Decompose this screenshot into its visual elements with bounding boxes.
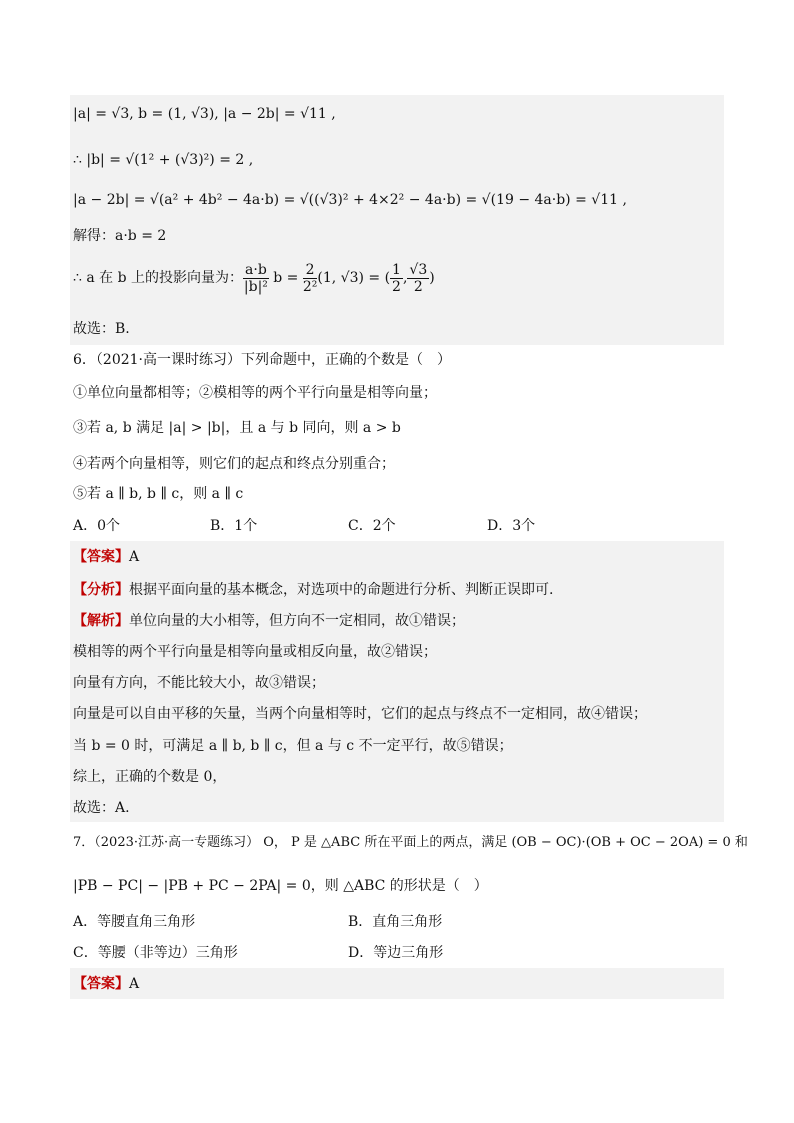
fraction-numerator: a·b xyxy=(245,261,267,278)
solution-line-2: ∴ |b| = √(1² + (√3)²) = 2 , xyxy=(73,152,254,168)
q6-stem: 6．（2021·高一课时练习）下列命题中，正确的个数是（ ） xyxy=(73,352,451,368)
q6-explain-3: 向量有方向，不能比较大小，故③错误； xyxy=(73,675,325,691)
analysis-text: 根据平面向量的基本概念，对选项中的命题进行分析、判断正误即可. xyxy=(129,582,554,598)
projection-comma: , xyxy=(402,270,408,286)
q6-explain-4: 向量是可以自由平移的矢量，当两个向量相等时，它们的起点与终点不一定相同，故④错误； xyxy=(73,706,647,722)
q6-explain-7: 故选：A. xyxy=(73,800,130,816)
q6-statement-4: ④若两个向量相等，则它们的起点和终点分别重合； xyxy=(73,456,395,472)
explain-tag: 【解析】 xyxy=(73,613,129,629)
q7-option-c: C．等腰（非等边）三角形 xyxy=(73,945,238,961)
explain-text: 单位向量的大小相等，但方向不一定相同，故①错误； xyxy=(129,613,465,629)
q7-stem-line-2: |PB − PC| − |PB + PC − 2PA| = 0，则 △ABC 的形状是（ ） xyxy=(73,878,488,894)
fraction-numerator: 1 xyxy=(392,261,401,278)
q6-explain-5: 当 b = 0 时，可满足 a ∥ b, b ∥ c，但 a 与 c 不一定平行，故⑤错误； xyxy=(73,738,513,754)
coef-fraction xyxy=(303,262,318,295)
q6-statement-5: ⑤若 a ∥ b, b ∥ c，则 a ∥ c xyxy=(73,486,244,502)
q6-explain-2: 模相等的两个平行向量是相等向量或相反向量，故②错误； xyxy=(73,644,437,660)
solution-line-1: |a| = √3, b = (1, √3), |a − 2b| = √11 , xyxy=(73,106,336,122)
solution-line-4: 解得：a·b = 2 xyxy=(73,228,167,244)
result-x-fraction xyxy=(390,262,403,295)
projection-mid: b = xyxy=(273,270,303,286)
answer-value: A xyxy=(129,976,140,992)
fraction-denominator: |b|² xyxy=(243,278,268,295)
projection-prefix: ∴ a 在 b 上的投影向量为： xyxy=(73,270,244,286)
solution-shade-top xyxy=(70,95,724,345)
answer-value: A xyxy=(129,549,140,565)
projection-end: ) xyxy=(429,270,435,286)
fraction-denominator: 2² xyxy=(302,278,318,295)
q6-statement-3: ③若 a, b 满足 |a| > |b|，且 a 与 b 同向，则 a > b xyxy=(73,420,401,436)
q6-option-d: D．3个 xyxy=(487,518,536,534)
q6-explain-6: 综上，正确的个数是 0， xyxy=(73,769,227,785)
q7-answer xyxy=(73,974,139,994)
fraction-numerator: √3 xyxy=(409,261,428,278)
q7-option-b: B．直角三角形 xyxy=(348,914,443,930)
q6-analysis xyxy=(73,580,553,600)
projection-line xyxy=(73,258,435,298)
fraction-denominator: 2 xyxy=(392,278,401,295)
solution-line-3: |a − 2b| = √(a² + 4b² − 4a·b) = √((√3)² + 4×2² − 4a·b) = √(19 − 4a·b) = √11 , xyxy=(73,192,627,208)
q6-option-a: A．0个 xyxy=(73,518,121,534)
result-y-fraction xyxy=(407,262,429,295)
fraction-numerator: 2 xyxy=(303,262,318,279)
solution-line-6: 故选：B. xyxy=(73,321,130,337)
q6-explain-1 xyxy=(73,611,465,631)
q6-statement-1-2: ①单位向量都相等；②模相等的两个平行向量是相等向量； xyxy=(73,385,437,401)
q7-option-d: D．等边三角形 xyxy=(348,945,444,961)
projection-mid2: (1, √3) = ( xyxy=(317,270,391,286)
analysis-tag: 【分析】 xyxy=(73,582,129,598)
answer-tag: 【答案】 xyxy=(73,549,129,565)
answer-tag: 【答案】 xyxy=(73,976,129,992)
q6-option-c: C．2个 xyxy=(348,518,396,534)
fraction-denominator: 2 xyxy=(413,278,423,295)
q7-option-a: A．等腰直角三角形 xyxy=(73,914,196,930)
q7-stem-line-1: 7．（2023·江苏·高一专题练习） O， P 是 △ABC 所在平面上的两点，满足 (OB − OC)·(OB + OC − 2OA) = 0 和 xyxy=(73,835,748,850)
q6-answer xyxy=(73,547,139,567)
q6-option-b: B．1个 xyxy=(210,518,258,534)
q7-answer-shade xyxy=(70,968,724,999)
projection-fraction xyxy=(243,262,269,295)
